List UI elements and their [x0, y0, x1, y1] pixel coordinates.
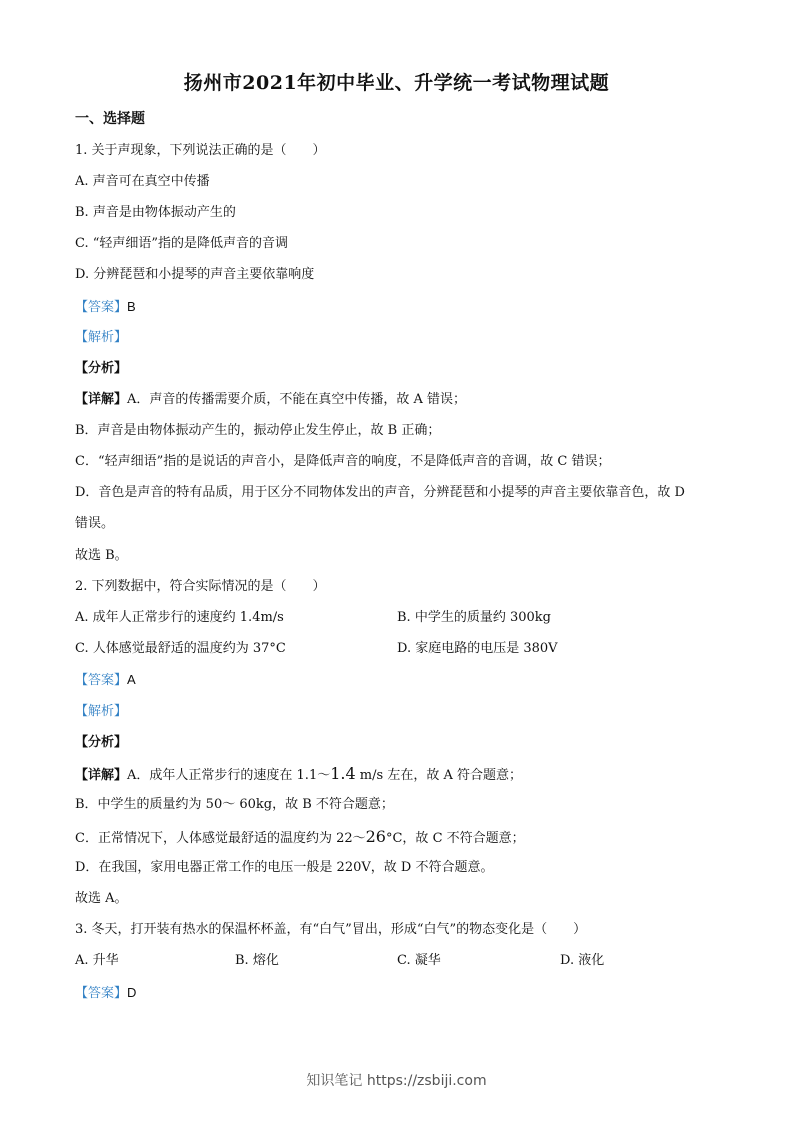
question-3-option-b: B. 熔化: [235, 953, 279, 968]
question-2-detail-c: [75, 828, 525, 848]
question-1-option-d: D. 分辨琵琶和小提琴的声音主要依靠响度: [75, 267, 315, 282]
question-2-detail-a: [75, 765, 522, 785]
answer-value: A: [127, 672, 136, 687]
detail-text: A．声音的传播需要介质，不能在真空中传播，故 A 错误；: [127, 392, 467, 407]
detail-tag: 【详解】: [75, 392, 128, 407]
question-3-option-d: D. 液化: [560, 953, 605, 968]
question-2-answer: [75, 671, 136, 690]
question-1-option-c: C. “轻声细语”指的是降低声音的音调: [75, 236, 289, 251]
answer-value: B: [127, 299, 136, 314]
question-1-detail-b: B．声音是由物体振动产生的，振动停止发生停止，故 B 正确；: [75, 423, 441, 438]
question-2-analysis-tag: 【解析】: [75, 704, 128, 719]
question-2-option-a: A. 成年人正常步行的速度约 1.4m/s: [75, 610, 284, 625]
question-1-detail-a: [75, 391, 466, 409]
answer-tag: 【答案】: [75, 986, 128, 1001]
question-1-answer: [75, 298, 136, 317]
question-1-option-b: B. 声音是由物体振动产生的: [75, 205, 236, 220]
question-1-fenxi: 【分析】: [75, 361, 128, 376]
detail-text-pre: A．成年人正常步行的速度在 1.1～: [127, 768, 331, 783]
question-1-analysis-tag: 【解析】: [75, 330, 128, 345]
question-2-detail-b: B．中学生的质量约为 50～ 60kg，故 B 不符合题意；: [75, 797, 394, 812]
detail-text-post: m/s 左在，故 A 符合题意；: [355, 768, 522, 783]
detail-text-pre: C．正常情况下，人体感觉最舒适的温度约为 22～: [75, 831, 366, 846]
detail-text-emph: 26: [365, 827, 386, 846]
exam-title: 扬州市2021年初中毕业、升学统一考试物理试题: [183, 72, 610, 94]
detail-tag: 【详解】: [75, 768, 128, 783]
question-3-stem: 3. 冬天，打开装有热水的保温杯杯盖，有“白气”冒出，形成“白气”的物态变化是（ ）: [75, 922, 587, 937]
question-2-fenxi: 【分析】: [75, 735, 128, 750]
question-3-answer: [75, 984, 136, 1003]
question-1-detail-d-cont: 错误。: [75, 516, 115, 531]
section-heading: 一、选择题: [75, 111, 145, 127]
detail-text-emph: 1.4: [330, 764, 356, 783]
detail-text-post: °C，故 C 不符合题意；: [385, 831, 525, 846]
question-2-detail-d: D．在我国，家用电器正常工作的电压一般是 220V，故 D 不符合题意。: [75, 860, 494, 875]
question-2-stem: 2. 下列数据中，符合实际情况的是（ ）: [75, 579, 326, 594]
question-1-detail-d: D．音色是声音的特有品质，用于区分不同物体发出的声音，分辨琵琶和小提琴的声音主要依靠音色，故 D: [75, 485, 685, 500]
question-1-conclusion: 故选 B。: [75, 548, 128, 563]
answer-tag: 【答案】: [75, 673, 128, 688]
question-1-stem: 1. 关于声现象，下列说法正确的是（ ）: [75, 143, 326, 158]
footer-watermark: 知识笔记 https://zsbiji.com: [306, 1073, 487, 1089]
answer-value: D: [127, 985, 137, 1000]
question-2-option-d: D. 家庭电路的电压是 380V: [397, 641, 558, 656]
question-2-conclusion: 故选 A。: [75, 891, 128, 906]
answer-tag: 【答案】: [75, 300, 128, 315]
question-1-detail-c: C．“轻声细语”指的是说话的声音小，是降低声音的响度，不是降低声音的音调，故 C 错误；: [75, 454, 611, 469]
question-2-option-c: C. 人体感觉最舒适的温度约为 37°C: [75, 641, 286, 656]
question-3-option-c: C. 凝华: [397, 953, 441, 968]
question-3-option-a: A. 升华: [75, 953, 119, 968]
question-1-option-a: A. 声音可在真空中传播: [75, 174, 210, 189]
question-2-option-b: B. 中学生的质量约 300kg: [397, 610, 551, 625]
